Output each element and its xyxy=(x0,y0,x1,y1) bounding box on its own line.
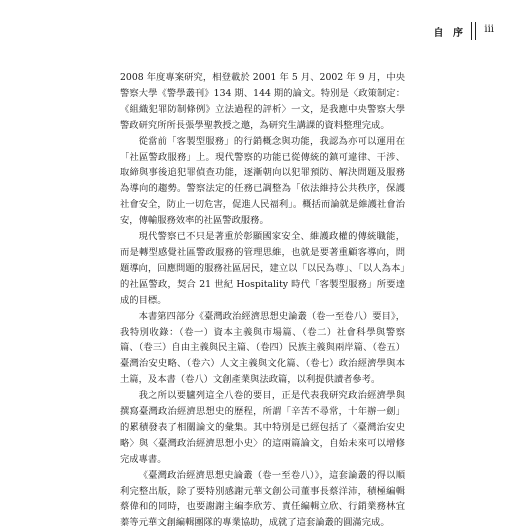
header-divider xyxy=(471,22,476,40)
preface-body xyxy=(120,70,405,531)
paragraph: 我之所以要臚列這全八卷的要目，正是代表我研究政治經濟學與撰寫臺灣政治經濟思想史的歷程，所謂「辛苦不尋常，十年辦一劍」的累積發表了相關論文的彙集。其中特別是已經包括了〈臺灣治安史略〉與〈臺灣政治經濟思想小史〉的這兩篇論文，自始未來可以增修完成專書。 xyxy=(120,390,405,465)
header-title: 自 序 xyxy=(433,28,466,39)
paragraph: 《臺灣政治經濟思想史論叢（卷一至卷八）》，這套論叢的得以順利完整出版，除了要特別感謝元華文創公司董事長蔡洋沛，積極編輯蔡偉和的同時，也要謝謝主編李欣芳、責任編輯立欣、行銷業務林宜蓁等元華文創編輯團隊的專業協助，成就了這套論叢的圓滿完成。 xyxy=(120,469,405,529)
paragraph: 2008 年度專案研究，相登載於 2001 年 5 月、2002 年 9 月，中央警察大學《警學叢刊》134 期、144 期的論文。特別是〈政策制定：《組織犯罪防制條例》立法過程的評析〉一文，是我應中央警察大學警政研究所所長張學聖教授之邀，為研究生講課的資料整理完成。 xyxy=(120,72,405,131)
page-number: iii xyxy=(484,24,494,35)
paragraph: 現代警察已不只是著重於彰顯國家安全、維護政權的傳統職能，而是轉型感覺社區警政服務的管理思維，也就是要著重顧客導向，問題導向，回應問題的服務社區居民，建立以「以民為尊」、「以人為本」的社區警政，契合 21 世紀 Hospitality 時代「客製型服務」所要達成的目標。 xyxy=(120,231,405,306)
paragraph: 從當前「客製型服務」的行銷概念與功能，我認為亦可以運用在「社區警政服務」上。現代警察的功能已從傳統的鎮可違律、干涉、取締與事後追犯罪偵查功能，逐漸朝向以犯罪預防、解決問題及服務為導向的趨勢。警察法定的任務已調整為「依法維持公共秩序，保護社會安全，防止一切危害，促進人民福利」。概括而論就是維護社會治安，傳輸服務效率的社區警政服務。 xyxy=(120,135,405,227)
paragraph: 本書第四部分《臺灣政治經濟思想史論叢（卷一至卷八）要目》，我特別收錄：（卷一）資本主義與市場篇、（卷二）社會科學與警察篇、（卷三）自由主義與民主篇、（卷四）民族主義與兩岸篇、（卷五）臺灣治安史略、（卷六）人文主義與文化篇、（卷七）政治經濟學與本土篇，及本書（卷八）文創產業與法政篇，以利提供讀者參考。 xyxy=(120,310,405,386)
running-header xyxy=(0,22,520,42)
